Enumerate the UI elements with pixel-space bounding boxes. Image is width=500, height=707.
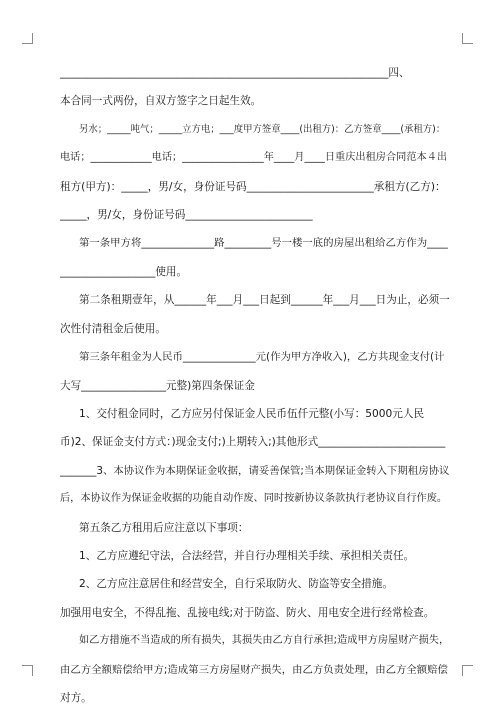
text-line: 第三条年租金为人民币______________元(作为甲方净收入)，乙方共现金支付(计 — [79, 351, 445, 364]
text-line: 大写________________元整)第四条保证金 — [60, 379, 255, 392]
text-line: 币)2、保证金支付方式：)现金支付;)上期转入;)其他形式________________________ — [60, 436, 446, 449]
text-line: 次性付清租金后使用。 — [60, 322, 166, 335]
text-line: 由乙方全额赔偿给甲方;造成第三方房屋财产损失，由乙方负责处理，由乙方全额赔偿 — [60, 663, 448, 676]
text-line: 1、交付租金同时，乙方应另付保证金人民币伍仟元整(小写：5000元人民 — [79, 407, 425, 420]
text-line: _____，男/女，身份证号码________________________ — [60, 209, 313, 222]
text-line: 第二条租期壹年，从______年___月___日起到______年___月___日为止，必须一 — [79, 294, 450, 307]
text-line: 电话；____________电话；________________年____月____日重庆出租房合同范本４出 — [60, 152, 448, 164]
text-line: 另水；_____吨气；_____立方电；___度甲方签章____(出租方)：乙方签章____(承租方)： — [79, 123, 446, 135]
text-line: 第一条甲方将______________路_________号一楼一底的房屋出租给乙方作为____ — [79, 237, 448, 250]
text-line: _______3、本协议作为本期保证金收据，请妥善保管;当本期保证金转入下期租房协议 — [60, 464, 450, 477]
text-line: ______________________________________________________________四、 — [60, 67, 410, 79]
crop-mark-bottom-left — [22, 665, 33, 676]
text-line: 租方(甲方)：_____，男/女，身份证号码________________________承租方(乙方)： — [60, 180, 446, 193]
text-line: __________________使用。 — [60, 265, 188, 278]
text-line: 2、乙方应注意居住和经营安全，自行采取防火、防盗等安全措施。 — [79, 578, 393, 591]
text-line: 如乙方措施不当造成的所有损失，其损失由乙方自行承担;造成甲方房屋财产损失， — [79, 635, 450, 647]
crop-mark-bottom-right — [462, 665, 473, 676]
text-line: 加强用电安全，不得乱拖、乱接电线;对于防盗、防火、用电安全进行经常检查。 — [60, 606, 435, 619]
text-line: 1、乙方应遵纪守法，合法经营，并自行办理相关手续、承担相关责任。 — [79, 549, 415, 562]
text-line: 本合同一式两份，自双方签字之日起生效。 — [60, 95, 262, 108]
text-line: 第五条乙方租用后应注意以下事项： — [79, 521, 249, 534]
text-line: 对方。 — [60, 692, 92, 704]
crop-mark-top-right — [462, 33, 473, 44]
text-line: 后，本协议作为保证金收据的功能自动作废、同时按新协议条款执行老协议自行作废。 — [60, 493, 448, 505]
crop-mark-top-left — [22, 33, 33, 44]
